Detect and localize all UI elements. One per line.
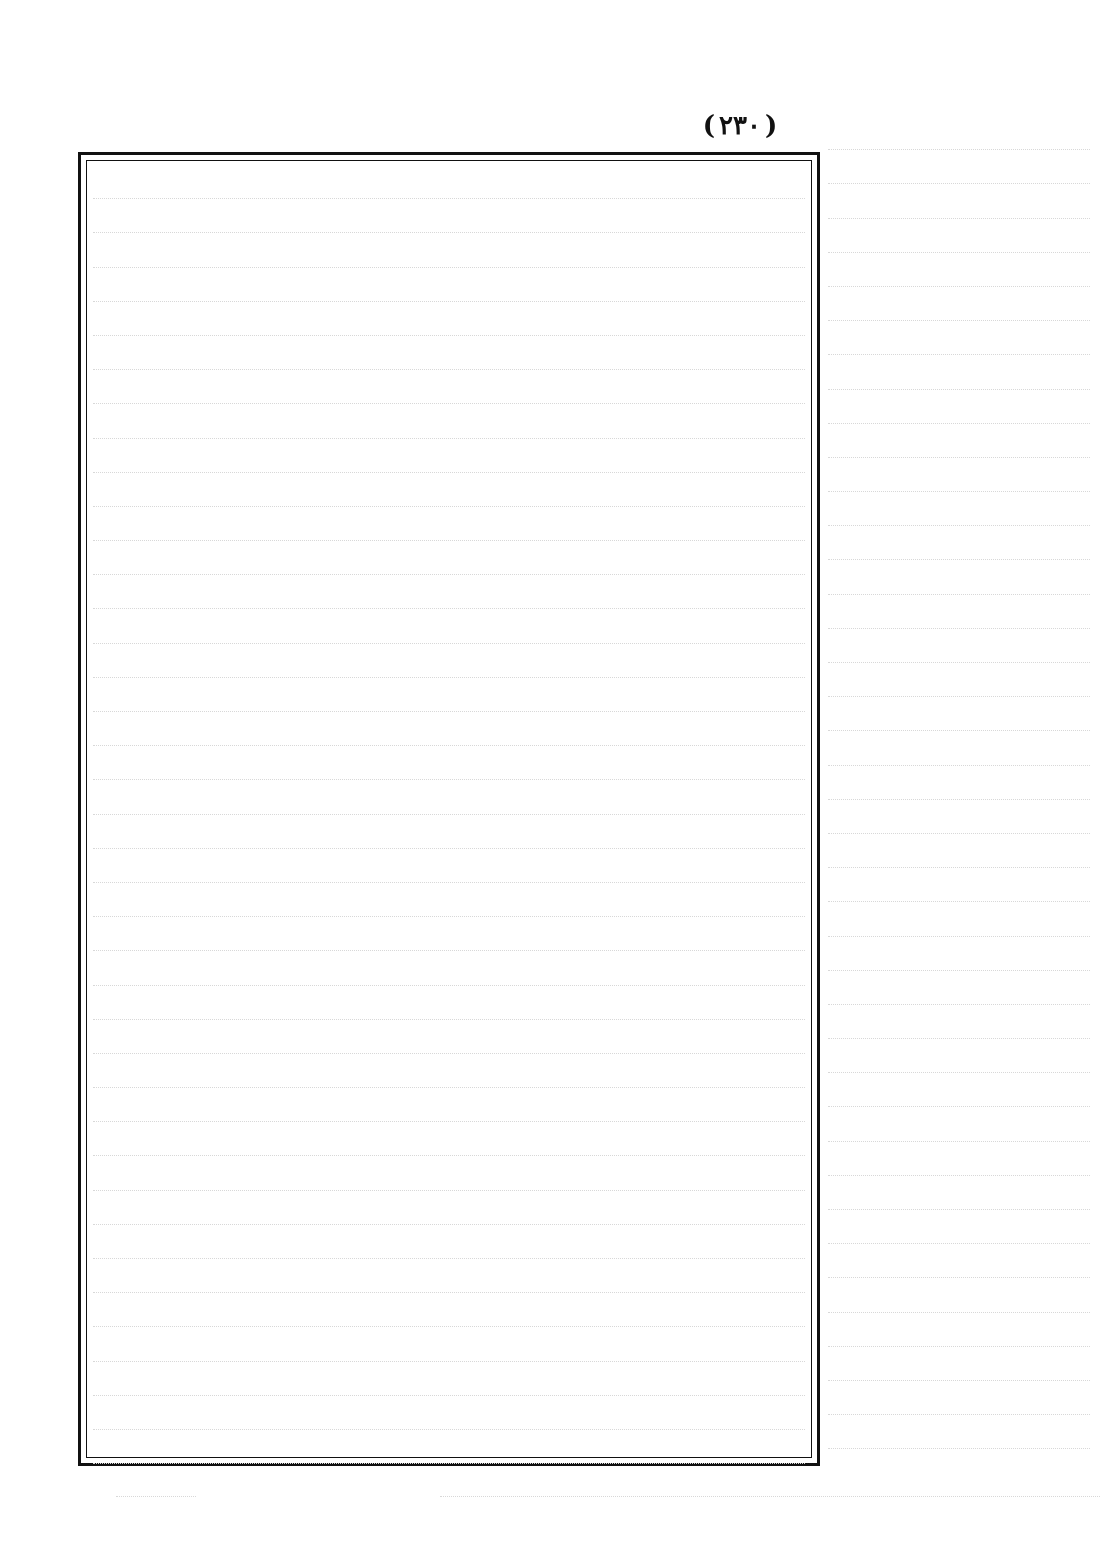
margin-text-line-24 [828,902,1090,936]
main-text-line-11 [93,507,805,541]
margin-text-line-15 [828,595,1090,629]
margin-text-line-33 [828,1210,1090,1244]
margin-text-line-10 [828,424,1090,458]
margin-text-line-3 [828,184,1090,218]
main-text-line-25 [93,986,805,1020]
margin-text-line-34 [828,1244,1090,1278]
margin-text-line-31 [828,1142,1090,1176]
margin-commentary [828,116,1090,1450]
main-text-line-35 [93,1327,805,1361]
margin-text-line-36 [828,1313,1090,1347]
main-text-line-2 [93,199,805,233]
main-text-frame [78,152,820,1466]
margin-text-line-17 [828,663,1090,697]
page-number-paren-close: ) [764,111,778,141]
main-text-line-4 [93,268,805,302]
main-text-line-10 [93,473,805,507]
margin-text-line-27 [828,1005,1090,1039]
main-text-line-26 [93,1020,805,1054]
main-text-line-33 [93,1259,805,1293]
main-text-line-17 [93,712,805,746]
margin-text-line-9 [828,390,1090,424]
main-text-line-14 [93,609,805,643]
main-text-line-37 [93,1396,805,1430]
main-text-line-20 [93,815,805,849]
main-text-line-13 [93,575,805,609]
margin-text-line-39 [828,1415,1090,1449]
margin-text-line-5 [828,253,1090,287]
main-text-body [93,165,805,1453]
main-text-line-7 [93,370,805,404]
margin-text-line-25 [828,937,1090,971]
margin-text-line-32 [828,1176,1090,1210]
margin-text-line-11 [828,458,1090,492]
margin-text-line-29 [828,1073,1090,1107]
main-text-line-9 [93,439,805,473]
main-text-line-8 [93,404,805,438]
main-text-line-18 [93,746,805,780]
main-text-line-31 [93,1191,805,1225]
main-text-line-28 [93,1088,805,1122]
margin-text-line-38 [828,1381,1090,1415]
main-text-line-30 [93,1156,805,1190]
margin-text-line-20 [828,766,1090,800]
main-text-line-15 [93,644,805,678]
main-text-line-32 [93,1225,805,1259]
main-text-line-16 [93,678,805,712]
margin-text-line-35 [828,1278,1090,1312]
main-text-line-1 [93,165,805,199]
margin-text-line-2 [828,150,1090,184]
margin-text-line-21 [828,800,1090,834]
footnote-line [440,1460,1100,1497]
main-text-line-19 [93,780,805,814]
margin-text-line-8 [828,355,1090,389]
margin-text-line-28 [828,1039,1090,1073]
margin-text-line-1 [828,116,1090,150]
margin-text-line-37 [828,1347,1090,1381]
margin-text-line-6 [828,287,1090,321]
margin-text-line-4 [828,219,1090,253]
page-number-paren-open: ( [702,111,716,141]
main-text-line-5 [93,302,805,336]
margin-text-line-23 [828,868,1090,902]
margin-text-line-26 [828,971,1090,1005]
margin-text-line-7 [828,321,1090,355]
main-text-line-27 [93,1054,805,1088]
main-text-line-6 [93,336,805,370]
main-text-line-23 [93,917,805,951]
main-text-line-24 [93,951,805,985]
page-number-value: ٢٣٠ [719,111,761,141]
main-text-line-21 [93,849,805,883]
margin-text-line-16 [828,629,1090,663]
margin-text-line-14 [828,560,1090,594]
main-text-line-3 [93,233,805,267]
main-text-line-38 [93,1430,805,1464]
catchword [116,1460,196,1497]
main-text-line-22 [93,883,805,917]
margin-text-line-18 [828,697,1090,731]
main-text-line-34 [93,1293,805,1327]
margin-text-line-19 [828,731,1090,765]
margin-text-line-13 [828,526,1090,560]
margin-text-line-22 [828,834,1090,868]
margin-text-line-12 [828,492,1090,526]
main-text-line-29 [93,1122,805,1156]
main-text-line-36 [93,1362,805,1396]
main-text-line-12 [93,541,805,575]
margin-text-line-30 [828,1107,1090,1141]
page-number [660,108,820,144]
